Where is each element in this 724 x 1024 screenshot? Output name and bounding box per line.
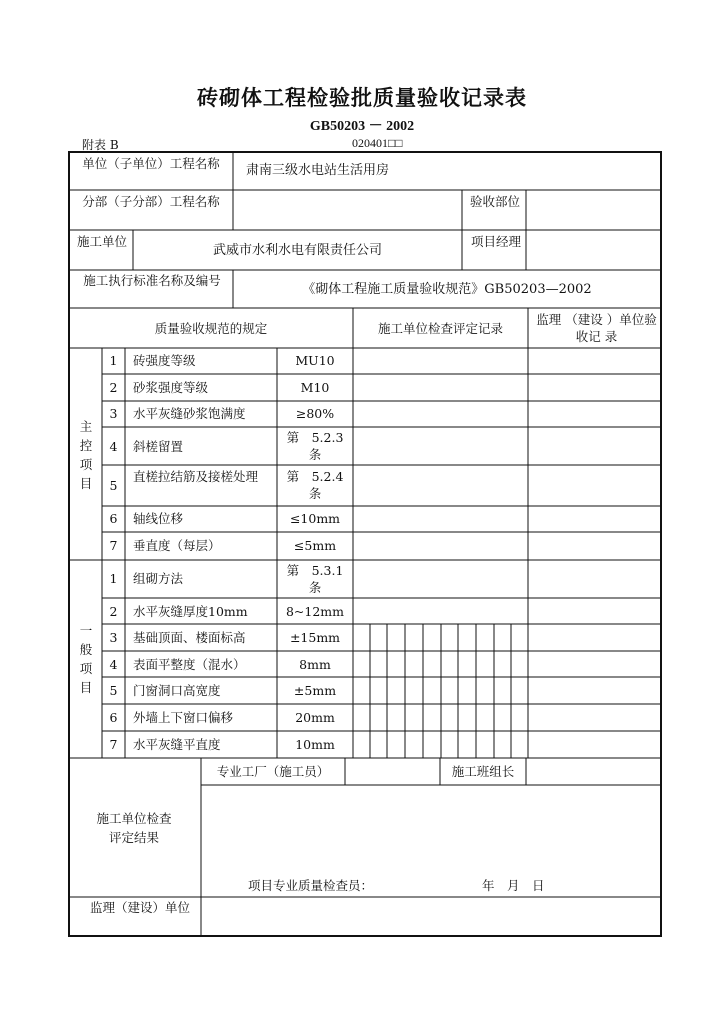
standard-value: 《砌体工程施工质量验收规范》GB50203—2002 <box>302 282 592 297</box>
item-spec: ±5mm <box>293 683 337 698</box>
item-spec: MU10 <box>295 353 335 368</box>
item-number: 7 <box>109 737 118 752</box>
item-name: 水平灰缝厚度10mm <box>133 604 248 619</box>
result-label: 施工单位检查评定结果 <box>96 811 172 845</box>
contractor-label: 施工单位 <box>76 234 127 249</box>
foreman-label: 专业工厂（施工员） <box>216 764 330 779</box>
item-number: 1 <box>109 571 118 586</box>
contractor-record-header: 施工单位检查评定记录 <box>377 321 503 336</box>
form-code: 020401□□ <box>352 136 403 150</box>
item-name: 基础顶面、楼面标高 <box>133 630 246 645</box>
project-name-value: 肃南三级水电站生活用房 <box>246 163 390 178</box>
item-spec: 第 5.3.1条 <box>286 563 344 595</box>
item-name: 轴线位移 <box>133 511 184 526</box>
item-number: 2 <box>109 380 118 395</box>
supervisor-label: 监理（建设）单位 <box>89 900 190 915</box>
project-manager-label: 项目经理 <box>470 234 521 249</box>
item-name: 直槎拉结筋及接槎处理 <box>133 469 259 484</box>
standard-number: GB50203 － 2002 <box>309 119 415 134</box>
item-name: 表面平整度（混水） <box>133 657 246 672</box>
item-number: 7 <box>109 538 118 553</box>
item-number: 6 <box>109 511 118 526</box>
division-name-label: 分部（子分部）工程名称 <box>82 194 220 209</box>
item-number: 1 <box>109 353 118 368</box>
item-spec: ≤10mm <box>289 511 341 526</box>
contractor-value: 武威市水利水电有限责任公司 <box>212 243 382 258</box>
main-items-label: 主控项目 <box>79 419 93 491</box>
general-items-label: 一般项目 <box>79 623 93 695</box>
item-spec: M10 <box>300 380 330 395</box>
team-leader-label: 施工班组长 <box>451 764 515 779</box>
inspector-label: 项目专业质量检查员： <box>248 878 374 893</box>
spec-column-header: 质量验收规范的规定 <box>154 321 268 336</box>
supervisor-record-header: 监理 （建设 ）单位验收记 录 <box>536 312 657 344</box>
date-label: 年 月 日 <box>482 878 545 893</box>
item-name: 斜槎留置 <box>133 439 184 454</box>
item-number: 4 <box>109 657 118 672</box>
project-name-label: 单位（子单位）工程名称 <box>82 156 220 171</box>
item-number: 3 <box>109 406 118 421</box>
item-name: 水平灰缝砂浆饱满度 <box>133 406 246 421</box>
item-number: 5 <box>109 478 118 493</box>
appendix-label: 附表 B <box>82 138 119 152</box>
item-spec: 8~12mm <box>285 604 345 619</box>
item-spec: 第 5.2.4条 <box>286 469 344 501</box>
item-name: 组砌方法 <box>133 571 184 586</box>
item-name: 砖强度等级 <box>133 353 196 368</box>
item-name: 外墙上下窗口偏移 <box>133 710 234 725</box>
item-spec: 8mm <box>299 657 331 672</box>
item-name: 水平灰缝平直度 <box>133 737 221 752</box>
standard-label: 施工执行标准名称及编号 <box>83 273 221 288</box>
item-name: 垂直度（每层） <box>133 538 221 553</box>
item-spec: ≥80% <box>295 406 335 421</box>
item-name: 门窗洞口高宽度 <box>133 683 221 698</box>
form-title: 砖砌体工程检验批质量验收记录表 <box>197 86 527 110</box>
item-number: 6 <box>109 710 118 725</box>
item-number: 4 <box>109 439 118 454</box>
acceptance-part-label: 验收部位 <box>470 194 521 209</box>
item-spec: ≤5mm <box>293 538 337 553</box>
item-number: 5 <box>109 683 118 698</box>
item-spec: 10mm <box>295 737 335 752</box>
item-number: 2 <box>109 604 118 619</box>
item-spec: ±15mm <box>289 630 341 645</box>
item-name: 砂浆强度等级 <box>133 380 209 395</box>
item-spec: 20mm <box>295 710 335 725</box>
item-number: 3 <box>109 630 118 645</box>
item-spec: 第 5.2.3条 <box>286 430 344 462</box>
